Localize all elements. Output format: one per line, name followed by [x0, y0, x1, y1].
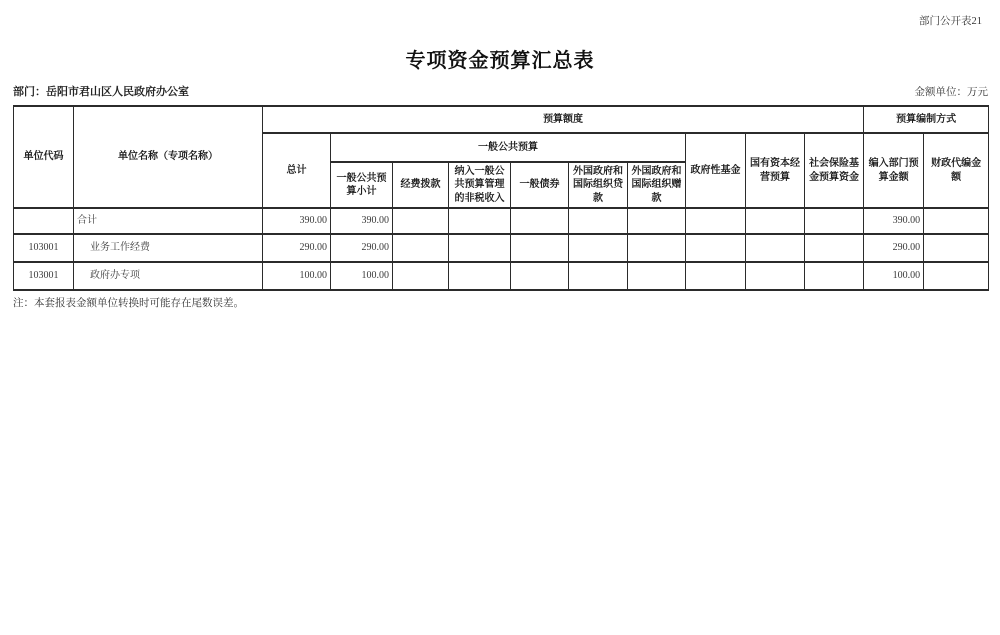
cell-fiscal-agency-amount [924, 208, 989, 234]
header-gpb-subtotal: 一般公共预算小计 [331, 162, 393, 208]
footnote: 注：本套报表金额单位转换时可能存在尾数误差。 [13, 298, 244, 309]
cell-non-tax-income [449, 208, 511, 234]
cell-foreign-grants [628, 208, 686, 234]
header-foreign-loans: 外国政府和国际组织贷款 [569, 162, 628, 208]
header-dept-budget-amount: 编入部门预算金额 [864, 133, 924, 208]
cell-funding-appropriation [393, 234, 449, 262]
budget-summary-table [13, 105, 989, 291]
cell-gov-funds [686, 262, 746, 290]
cell-social-insurance-fund [805, 208, 864, 234]
table-row [14, 262, 989, 290]
cell-state-capital-budget [746, 262, 805, 290]
cell-non-tax-income [449, 234, 511, 262]
cell-general-bonds [511, 262, 569, 290]
cell-general-bonds [511, 234, 569, 262]
cell-unit-name: 合计 [74, 208, 263, 234]
header-compile-method: 预算编制方式 [864, 106, 989, 133]
cell-unit-code: 103001 [14, 234, 74, 262]
cell-non-tax-income [449, 262, 511, 290]
corner-sheet-label: 部门公开表21 [919, 16, 982, 27]
header-unit-code: 单位代码 [14, 106, 74, 208]
cell-total: 390.00 [263, 208, 331, 234]
cell-foreign-grants [628, 262, 686, 290]
header-non-tax-income: 纳入一般公共预算管理的非税收入 [449, 162, 511, 208]
cell-social-insurance-fund [805, 262, 864, 290]
header-funding-appropriation: 经费拨款 [393, 162, 449, 208]
cell-state-capital-budget [746, 208, 805, 234]
cell-unit-name: 业务工作经费 [74, 234, 263, 262]
header-state-capital-budget: 国有资本经营预算 [746, 133, 805, 208]
cell-unit-code: 103001 [14, 262, 74, 290]
cell-foreign-loans [569, 234, 628, 262]
cell-gov-funds [686, 234, 746, 262]
cell-general-bonds [511, 208, 569, 234]
cell-social-insurance-fund [805, 234, 864, 262]
header-gov-funds: 政府性基金 [686, 133, 746, 208]
cell-unit-name: 政府办专项 [74, 262, 263, 290]
table-row [14, 234, 989, 262]
cell-state-capital-budget [746, 234, 805, 262]
header-general-public-budget: 一般公共预算 [331, 133, 686, 162]
cell-dept-budget-amount: 290.00 [864, 234, 924, 262]
meta-row [13, 83, 988, 99]
amount-unit-label: 金额单位：万元 [914, 87, 988, 98]
header-general-bonds: 一般债券 [511, 162, 569, 208]
header-foreign-grants: 外国政府和国际组织赠款 [628, 162, 686, 208]
cell-fiscal-agency-amount [924, 234, 989, 262]
header-row-1 [14, 106, 989, 133]
header-fiscal-agency-amount: 财政代编金额 [924, 133, 989, 208]
cell-total: 290.00 [263, 234, 331, 262]
cell-foreign-loans [569, 208, 628, 234]
header-unit-name: 单位名称（专项名称） [74, 106, 263, 208]
cell-dept-budget-amount: 390.00 [864, 208, 924, 234]
cell-total: 100.00 [263, 262, 331, 290]
header-total: 总计 [263, 133, 331, 208]
table-row-total [14, 208, 989, 234]
header-social-insurance-fund: 社会保险基金预算资金 [805, 133, 864, 208]
cell-funding-appropriation [393, 262, 449, 290]
cell-funding-appropriation [393, 208, 449, 234]
cell-unit-code [14, 208, 74, 234]
page-title: 专项资金预算汇总表 [405, 50, 595, 72]
department-label: 部门：岳阳市君山区人民政府办公室 [13, 86, 189, 98]
cell-gpb-subtotal: 290.00 [331, 234, 393, 262]
cell-gov-funds [686, 208, 746, 234]
cell-fiscal-agency-amount [924, 262, 989, 290]
cell-foreign-grants [628, 234, 686, 262]
cell-gpb-subtotal: 390.00 [331, 208, 393, 234]
cell-dept-budget-amount: 100.00 [864, 262, 924, 290]
header-budget-amount: 预算额度 [263, 106, 864, 133]
cell-gpb-subtotal: 100.00 [331, 262, 393, 290]
cell-foreign-loans [569, 262, 628, 290]
